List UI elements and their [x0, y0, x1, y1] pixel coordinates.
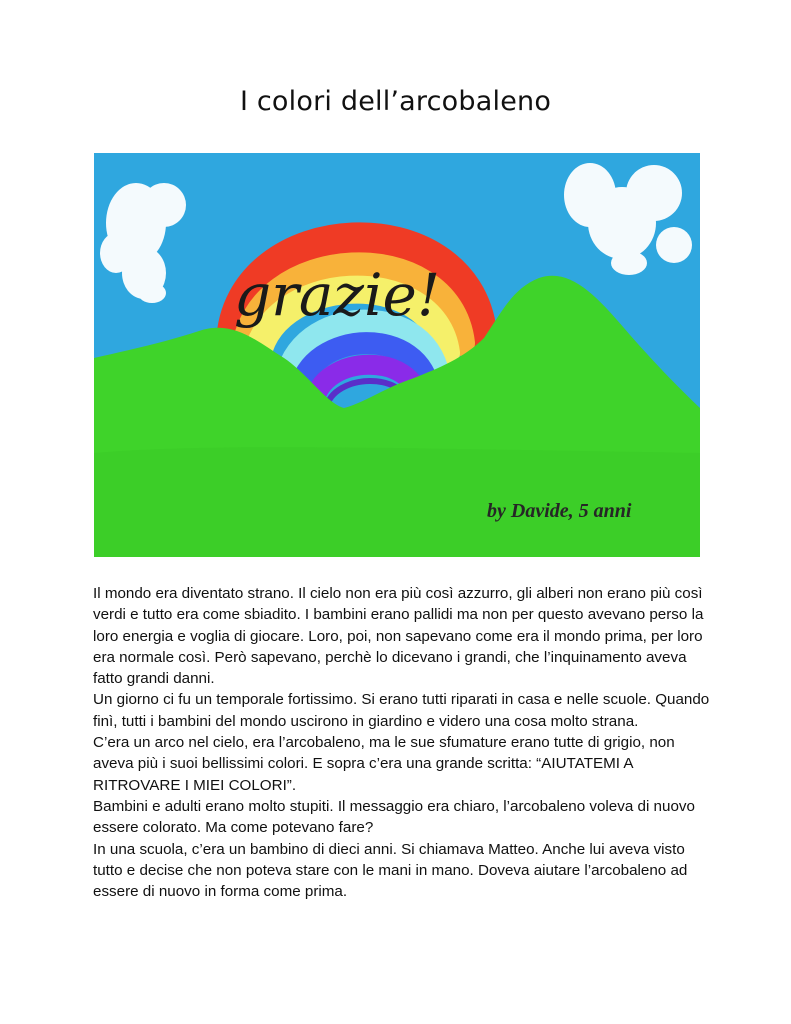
- paragraph: Un giorno ci fu un temporale fortissimo. Si erano tutti riparati in casa e nelle scuole. Quando finì, tutti i bambini del mondo uscirono in giardino e videro una cosa molto strana.: [93, 691, 710, 730]
- handwritten-word: grazie!: [234, 261, 441, 329]
- rainbow-drawing-svg: [94, 153, 700, 557]
- paragraph: In una scuola, c’era un bambino di dieci anni. Si chiamava Matteo. Anche lui aveva visto tutto e decise che non poteva stare con le mani in mano. Doveva aiutare l’arcobaleno ad essere di nuovo in forma come prima.: [93, 840, 688, 901]
- paragraph: C’era un arco nel cielo, era l’arcobaleno, ma le sue sfumature erano tutte di grigio, non aveva più i suoi bellissimi colori. E sopra c’era una grande scritta: “AIUTATEMI A RITROVARE I MIEI COLORI”.: [93, 734, 675, 794]
- rainbow-drawing: [94, 153, 700, 557]
- signature: by Davide, 5 anni: [487, 500, 632, 522]
- page-title: I colori dell’arcobaleno: [239, 86, 552, 117]
- paragraph: Bambini e adulti erano molto stupiti. Il messaggio era chiaro, l’arcobaleno voleva di nuovo essere colorato. Ma come potevano fare?: [93, 797, 695, 837]
- story-body: [93, 583, 713, 902]
- paragraph: Il mondo era diventato strano. Il cielo non era più così azzurro, gli alberi non erano più così verdi e tutto era come sbiadito. I bambini erano pallidi ma non per questo avevano perso la loro energia e voglia di giocare. Loro, poi, non sapevano come era il mondo prima, per loro era normale così. Però sapevano, perchè lo dicevano i grandi, che l’inquinamento aveva fatto grandi danni.: [93, 585, 704, 688]
